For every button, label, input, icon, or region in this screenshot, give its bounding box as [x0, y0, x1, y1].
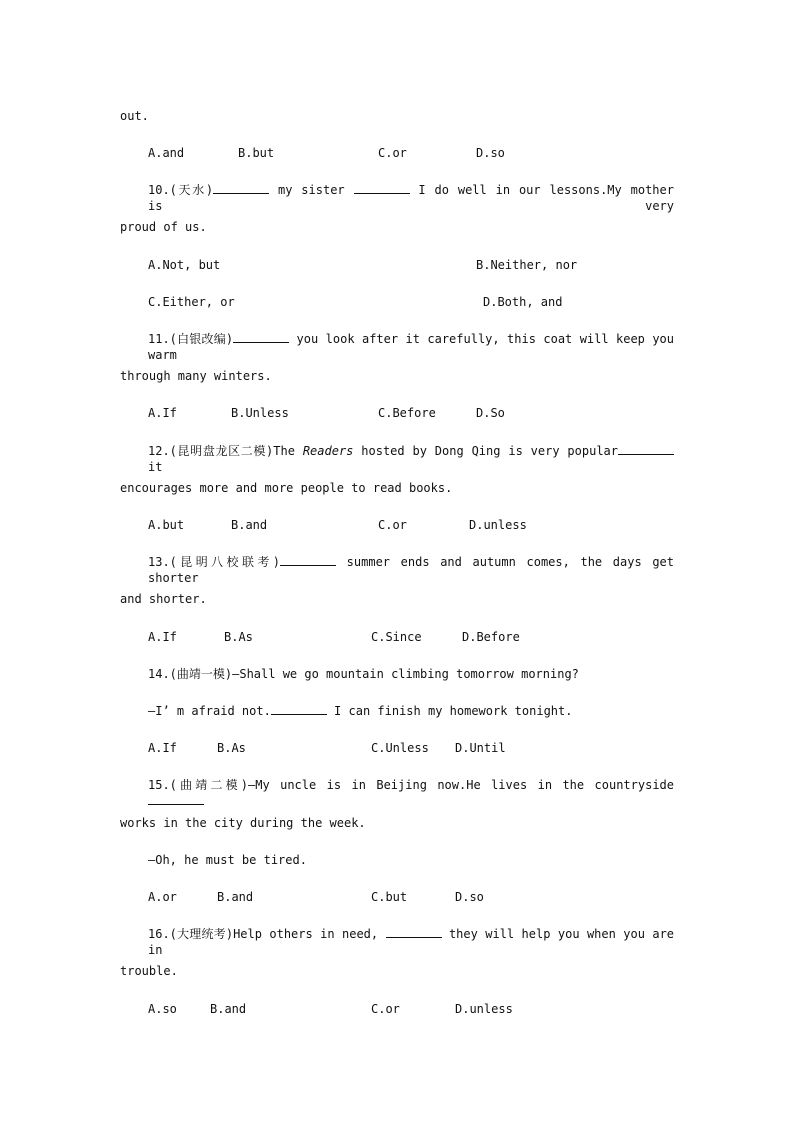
option-c: C.Either, or	[148, 295, 235, 309]
dialogue-line: —Oh, he must be tired.	[148, 853, 307, 867]
dialogue-line: —My uncle is in Beijing now.He lives in the countryside	[248, 778, 675, 792]
text-line: out.	[120, 109, 149, 123]
question-number: 10.(天水)	[148, 183, 214, 197]
answer-blank	[280, 554, 336, 566]
option-c: C.Unless	[371, 741, 429, 755]
question-16	[148, 926, 674, 958]
option-b: B.Neither, nor	[476, 258, 578, 272]
question-13	[148, 554, 674, 586]
answer-blank	[386, 926, 442, 938]
option-c: C.Since	[371, 630, 422, 644]
question-continuation: and shorter.	[120, 592, 207, 606]
answer-blank	[148, 793, 204, 805]
question-continuation: proud of us.	[120, 220, 207, 234]
option-d: D.unless	[469, 518, 527, 532]
question-number: 11.(白银改编)	[148, 332, 234, 346]
dialogue-line: —Shall we go mountain climbing tomorrow morning?	[232, 667, 579, 681]
answer-blank	[354, 182, 410, 194]
option-b: B.As	[217, 741, 246, 755]
question-text: it	[148, 460, 163, 474]
option-a: A.If	[148, 630, 177, 644]
question-continuation: encourages more and more people to read books.	[120, 481, 453, 495]
option-c: C.or	[378, 146, 407, 160]
option-d: D.Before	[462, 630, 520, 644]
program-title: Readers	[302, 444, 354, 458]
option-b: B.and	[231, 518, 268, 532]
option-d: D.so	[476, 146, 505, 160]
option-d: D.Both, and	[483, 295, 563, 309]
question-text: summer ends and autumn comes, the days get shorter	[148, 555, 674, 585]
question-number: 15.(曲靖二模)	[148, 778, 249, 792]
question-14	[148, 666, 579, 682]
option-d: D.so	[455, 890, 484, 904]
option-d: D.So	[476, 406, 505, 420]
dialogue-text: —I’ m afraid not.	[148, 704, 271, 718]
option-b: B.but	[238, 146, 275, 160]
question-text: they will help you when you are in	[148, 927, 675, 957]
option-b: B.As	[224, 630, 253, 644]
option-c: C.or	[378, 518, 407, 532]
option-c: C.but	[371, 890, 408, 904]
question-10	[148, 182, 674, 214]
option-a: A.and	[148, 146, 185, 160]
question-number: 13.(昆明八校联考)	[148, 555, 281, 569]
question-continuation: through many winters.	[120, 369, 272, 383]
dialogue-line	[148, 703, 572, 719]
question-text: my sister	[269, 183, 354, 197]
option-d: D.Until	[455, 741, 506, 755]
option-a: A.Not, but	[148, 258, 221, 272]
question-number: 14.(曲靖一模)	[148, 667, 233, 681]
answer-blank	[213, 182, 269, 194]
question-number: 16.(大理统考)	[148, 927, 234, 941]
option-b: B.and	[217, 890, 254, 904]
option-c: C.Before	[378, 406, 436, 420]
question-text: I do well in our lessons.My mother is very	[148, 183, 674, 213]
question-text: you look after it carefully, this coat will keep you warm	[148, 332, 675, 362]
question-text: hosted by Dong Qing is very popular	[353, 444, 618, 458]
question-11	[148, 331, 674, 363]
option-a: A.If	[148, 741, 177, 755]
option-a: A.but	[148, 518, 185, 532]
option-b: B.Unless	[231, 406, 289, 420]
option-a: A.If	[148, 406, 177, 420]
answer-blank	[618, 443, 674, 455]
option-a: A.or	[148, 890, 177, 904]
question-number: 12.(昆明盘龙区二模)The	[148, 444, 303, 458]
option-c: C.or	[371, 1002, 400, 1016]
answer-blank	[233, 331, 289, 343]
answer-blank	[271, 703, 327, 715]
question-15	[148, 777, 674, 809]
question-12	[148, 443, 674, 475]
option-b: B.and	[210, 1002, 247, 1016]
dialogue-text: I can finish my homework tonight.	[326, 704, 573, 718]
question-text: Help others in need,	[233, 927, 386, 941]
question-continuation: trouble.	[120, 964, 178, 978]
option-a: A.so	[148, 1002, 177, 1016]
question-continuation: works in the city during the week.	[120, 816, 366, 830]
option-d: D.unless	[455, 1002, 513, 1016]
